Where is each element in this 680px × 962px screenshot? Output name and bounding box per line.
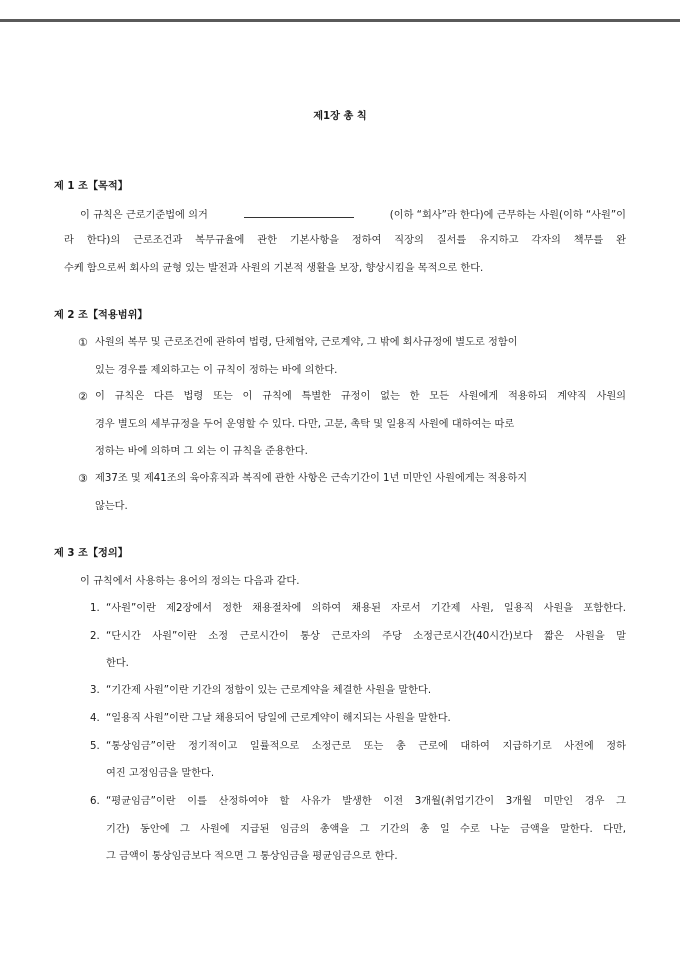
definition-2-line-1: “단시간 사원”이란 소정 근로시간이 통상 근로자의 주당 소정근로시간(40시간)보다 짧은 사원을 말 [106, 631, 626, 642]
definition-5-line-2: 여진 고정임금을 말한다. [106, 768, 215, 779]
definition-6-line-2: 기간) 동안에 그 사원에 지급된 임금의 총액을 그 기간의 총 일 수로 나눈 금액을 말한다. 다만, [106, 824, 626, 835]
article-2-item-2-number: ② [78, 390, 88, 403]
article-1-line-1 [80, 206, 626, 223]
company-name-blank[interactable] [244, 206, 354, 218]
definition-1-number: 1. [90, 603, 100, 614]
article-2-item-1-line-2: 있는 경우를 제외하고는 이 규칙이 정하는 바에 의한다. [95, 365, 338, 376]
top-rule [0, 19, 680, 22]
article-3-intro: 이 규칙에서 사용하는 용어의 정의는 다음과 같다. [80, 576, 300, 587]
definition-3-line-1: “기간제 사원”이란 기간의 정함이 있는 근로계약을 체결한 사원을 말한다. [106, 685, 432, 696]
article-1-line-1-post: (이하 “회사”라 한다)에 근무하는 사원(이하 “사원”이 [389, 210, 626, 221]
definition-4-line-1: “일용직 사원”이란 그날 채용되어 당일에 근로계약이 해지되는 사원을 말한다. [106, 713, 451, 724]
article-2-heading: 제 2 조【적용범위】 [54, 310, 148, 321]
article-2-item-1-line-1: 사원의 복무 및 근로조건에 관하여 법령, 단체협약, 근로계약, 그 밖에 회사규정에 별도로 정함이 [95, 337, 518, 348]
chapter-title: 제1장 총 칙 [313, 111, 367, 122]
definition-1-line-1: “사원”이란 제2장에서 정한 채용절차에 의하여 채용된 자로서 기간제 사원, 일용직 사원을 포함한다. [106, 603, 626, 614]
article-2-item-3-line-1: 제37조 및 제41조의 육아휴직과 복직에 관한 사항은 근속기간이 1년 미만인 사원에게는 적용하지 [95, 473, 528, 484]
definition-5-number: 5. [90, 741, 100, 752]
definition-2-number: 2. [90, 631, 100, 642]
definition-3-number: 3. [90, 685, 100, 696]
article-2-item-1-number: ① [78, 336, 88, 349]
article-2-item-2-line-1: 이 규칙은 다른 법령 또는 이 규칙에 특별한 규정이 없는 한 모든 사원에게 적용하되 계약직 사원의 [95, 391, 626, 402]
article-2-item-2-line-2: 경우 별도의 세부규정을 두어 운영할 수 있다. 다만, 고문, 촉탁 및 일용직 사원에 대하여는 따로 [95, 419, 515, 430]
definition-6-number: 6. [90, 796, 100, 807]
definition-6-line-3: 그 금액이 통상임금보다 적으면 그 통상임금을 평균임금으로 한다. [106, 851, 398, 862]
definition-5-line-1: “통상임금”이란 정기적이고 일률적으로 소정근로 또는 총 근로에 대하여 지급하기로 사전에 정하 [106, 741, 626, 752]
definition-4-number: 4. [90, 713, 100, 724]
definition-2-line-2: 한다. [106, 658, 129, 669]
definition-6-line-1: “평균임금”이란 이를 산정하여야 할 사유가 발생한 이전 3개월(취업기간이 3개월 미만인 경우 그 [106, 796, 626, 807]
article-2-item-2-line-3: 정하는 바에 의하며 그 외는 이 규칙을 준용한다. [95, 446, 308, 457]
article-3-heading: 제 3 조【정의】 [54, 548, 128, 559]
article-1-heading: 제 1 조【목적】 [54, 181, 128, 192]
article-2-item-3-line-2: 않는다. [95, 501, 128, 512]
article-2-item-3-number: ③ [78, 472, 88, 485]
article-1-line-2: 라 한다)의 근로조건과 복무규율에 관한 기본사항을 정하여 직장의 질서를 유지하고 각자의 책무를 완 [64, 235, 626, 246]
article-1-line-3: 수케 함으로써 회사의 균형 있는 발전과 사원의 기본적 생활을 보장, 향상시킴을 목적으로 한다. [64, 263, 484, 274]
article-1-line-1-pre: 이 규칙은 근로기준법에 의거 [80, 210, 208, 221]
